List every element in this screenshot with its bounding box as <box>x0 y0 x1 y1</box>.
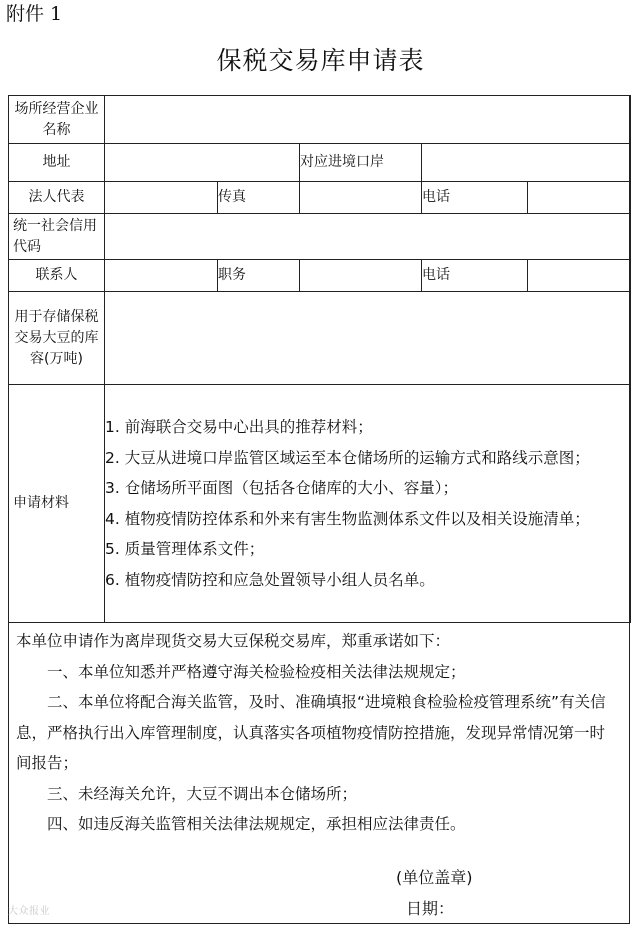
credit-code-field[interactable] <box>105 214 631 260</box>
material-item: 1. 前海联合交易中心出具的推荐材料； <box>105 418 373 436</box>
row-materials <box>9 385 631 623</box>
material-item: 5. 质量管理体系文件； <box>105 540 265 558</box>
capacity-field[interactable] <box>105 292 631 385</box>
attachment-label: 附件 1 <box>6 3 63 25</box>
pledge-item: 二、本单位将配合海关监管，及时、准确填报“进境粮食检验检疫管理系统”有关信息，严格执行出入库管理制度，认真落实各项植物疫情防控措施，发现异常情况第一时间报告； <box>16 693 606 772</box>
materials-list <box>105 385 631 623</box>
phone-field[interactable] <box>528 182 631 214</box>
address-field[interactable] <box>105 144 300 182</box>
application-form-table <box>8 95 631 623</box>
row-credit-code <box>9 214 631 260</box>
port-label: 对应进境口岸 <box>300 144 422 182</box>
position-field[interactable] <box>300 260 422 292</box>
pledge-section <box>8 622 630 924</box>
contact-label: 联系人 <box>9 260 105 292</box>
pledge-item: 一、本单位知悉并严格遵守海关检验检疫相关法律法规规定； <box>47 662 466 681</box>
unit-seal-label: (单位盖章) <box>396 868 473 887</box>
row-contact <box>9 260 631 292</box>
material-item: 4. 植物疫情防控体系和外来有害生物监测体系文件以及相关设施清单； <box>105 509 590 528</box>
phone-field-2[interactable] <box>528 260 631 292</box>
pledge-item: 三、未经海关允许，大豆不调出本仓储场所； <box>47 784 358 803</box>
address-label: 地址 <box>9 144 105 182</box>
row-address <box>9 144 631 182</box>
enterprise-name-label: 场所经营企业名称 <box>9 96 105 144</box>
legal-rep-field[interactable] <box>105 182 218 214</box>
material-item: 3. 仓储场所平面图（包括各仓储库的大小、容量）； <box>105 479 458 497</box>
fax-label: 传真 <box>218 182 300 214</box>
row-enterprise-name <box>9 96 631 144</box>
watermark-text: 大众报业 <box>8 906 50 917</box>
phone-label-2: 电话 <box>422 260 528 292</box>
legal-rep-label: 法人代表 <box>9 182 105 214</box>
form-title: 保税交易库申请表 <box>216 46 425 75</box>
materials-label: 申请材料 <box>9 385 105 623</box>
row-capacity <box>9 292 631 385</box>
date-label: 日期： <box>406 899 455 918</box>
material-item: 6. 植物疫情防控和应急处置领导小组人员名单。 <box>105 570 435 589</box>
row-legal-rep <box>9 182 631 214</box>
contact-field[interactable] <box>105 260 218 292</box>
position-label: 职务 <box>218 260 300 292</box>
pledge-item: 四、如违反海关监管相关法律法规规定，承担相应法律责任。 <box>47 815 466 833</box>
pledge-intro: 本单位申请作为离岸现货交易大豆保税交易库，郑重承诺如下： <box>16 632 451 650</box>
port-field[interactable] <box>422 144 631 182</box>
enterprise-name-field[interactable] <box>105 96 631 144</box>
material-item: 2. 大豆从进境口岸监管区域运至本仓储场所的运输方式和路线示意图； <box>105 448 590 467</box>
fax-field[interactable] <box>300 182 422 214</box>
capacity-label: 用于存储保税交易大豆的库容(万吨) <box>9 292 105 385</box>
phone-label: 电话 <box>422 182 528 214</box>
credit-code-label: 统一社会信用代码 <box>9 214 105 260</box>
